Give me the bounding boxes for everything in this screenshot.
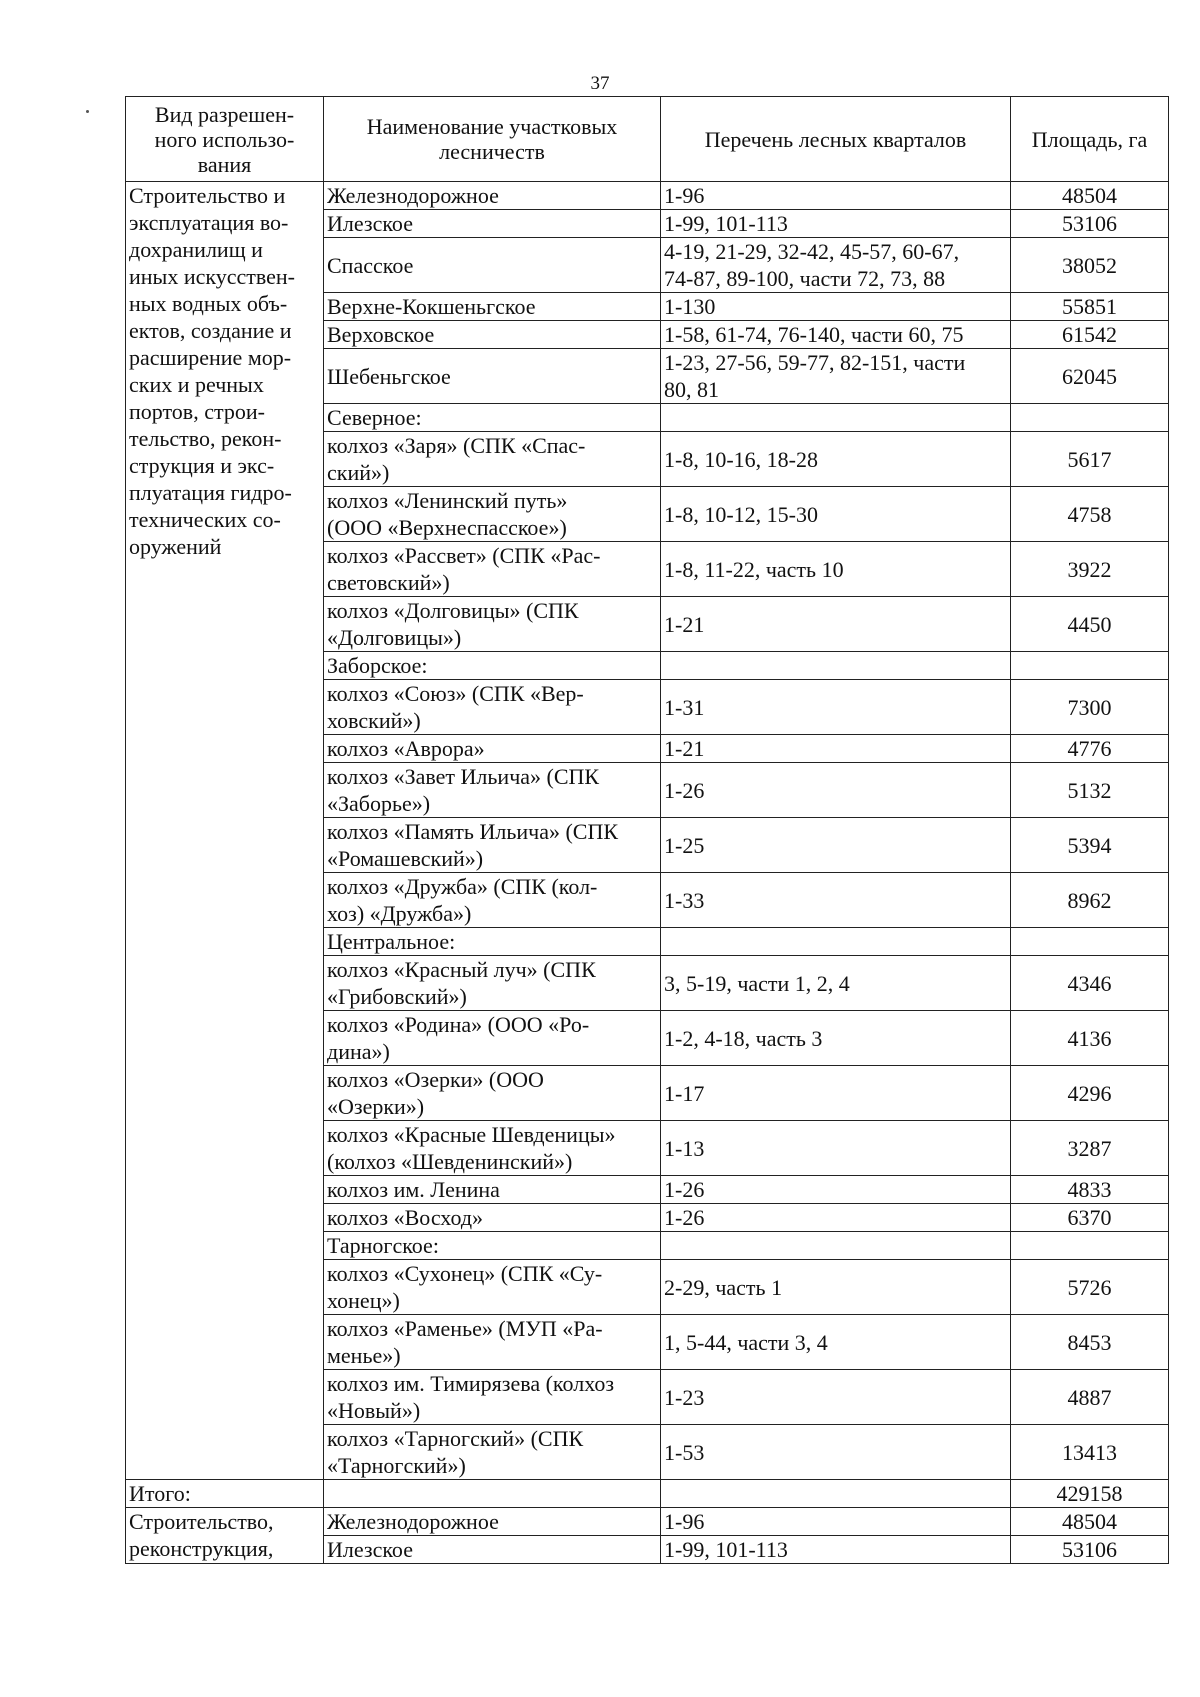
forestry-name-cell: колхоз «Красные Шевденицы» (колхоз «Шевденинский») — [324, 1121, 661, 1176]
quarters-cell: 1-130 — [661, 293, 1011, 321]
area-cell: 8453 — [1011, 1315, 1169, 1370]
area-cell: 5132 — [1011, 763, 1169, 818]
area-cell: 48504 — [1011, 182, 1169, 210]
area-cell: 4136 — [1011, 1011, 1169, 1066]
quarters-cell — [661, 652, 1011, 680]
quarters-cell: 1-23 — [661, 1370, 1011, 1425]
use-type-cell: Строительство и эксплуатация во- дохранилищ и иных искусствен- ных водных объ- ектов, создание и расширение мор- ских и речных портов, строи- тельство, рекон- струкция и экс- плуатация гидро- технических со- оружений — [126, 182, 324, 1480]
header-use-type: Вид разрешен- ного использо- вания — [126, 97, 324, 182]
area-cell: 4346 — [1011, 956, 1169, 1011]
forestry-name-cell: колхоз «Заря» (СПК «Спас- ский») — [324, 432, 661, 487]
table-body — [126, 182, 1169, 1564]
forestry-name-cell: колхоз «Союз» (СПК «Вер- ховский») — [324, 680, 661, 735]
quarters-cell: 1-8, 10-12, 15-30 — [661, 487, 1011, 542]
area-cell: 4887 — [1011, 1370, 1169, 1425]
forestry-name-cell: Илезское — [324, 210, 661, 238]
area-cell — [1011, 928, 1169, 956]
quarters-cell: 1-8, 11-22, часть 10 — [661, 542, 1011, 597]
forestry-name-cell: Заборское: — [324, 652, 661, 680]
forestry-name-cell: Железнодорожное — [324, 182, 661, 210]
quarters-cell: 1-99, 101-113 — [661, 210, 1011, 238]
area-cell: 4833 — [1011, 1176, 1169, 1204]
area-cell — [1011, 404, 1169, 432]
quarters-cell: 1-31 — [661, 680, 1011, 735]
quarters-cell: 4-19, 21-29, 32-42, 45-57, 60-67, 74-87, 89-100, части 72, 73, 88 — [661, 238, 1011, 293]
forestry-name-cell: колхоз «Рассвет» (СПК «Рас- световский») — [324, 542, 661, 597]
area-cell: 13413 — [1011, 1425, 1169, 1480]
total-empty-name-cell — [324, 1480, 661, 1508]
forestry-name-cell: Центральное: — [324, 928, 661, 956]
area-cell: 4450 — [1011, 597, 1169, 652]
forestry-name-cell: колхоз «Красный луч» (СПК «Грибовский») — [324, 956, 661, 1011]
page-number: 37 — [590, 73, 610, 94]
quarters-cell: 1-99, 101-113 — [661, 1536, 1011, 1564]
area-cell: 5726 — [1011, 1260, 1169, 1315]
header-forestry-name: Наименование участковых лесничеств — [324, 97, 661, 182]
quarters-cell: 2-29, часть 1 — [661, 1260, 1011, 1315]
quarters-cell: 1-26 — [661, 763, 1011, 818]
area-cell: 38052 — [1011, 238, 1169, 293]
table-row — [126, 182, 1169, 210]
forestry-name-cell: Верхне-Кокшеньгское — [324, 293, 661, 321]
table-row — [126, 1508, 1169, 1536]
forestry-name-cell: колхоз «Сухонец» (СПК «Су- хонец») — [324, 1260, 661, 1315]
quarters-cell: 1-96 — [661, 182, 1011, 210]
quarters-cell: 1-25 — [661, 818, 1011, 873]
area-cell: 7300 — [1011, 680, 1169, 735]
quarters-cell: 1-2, 4-18, часть 3 — [661, 1011, 1011, 1066]
quarters-cell: 1-26 — [661, 1176, 1011, 1204]
forestry-name-cell: колхоз «Родина» (ООО «Ро- дина») — [324, 1011, 661, 1066]
forestry-name-cell: Железнодорожное — [324, 1508, 661, 1536]
area-cell — [1011, 1232, 1169, 1260]
scan-speck — [86, 110, 89, 113]
quarters-cell: 3, 5-19, части 1, 2, 4 — [661, 956, 1011, 1011]
quarters-cell: 1-33 — [661, 873, 1011, 928]
quarters-cell — [661, 1232, 1011, 1260]
area-cell: 62045 — [1011, 349, 1169, 404]
forestry-name-cell: Северное: — [324, 404, 661, 432]
forestry-name-cell: Тарногское: — [324, 1232, 661, 1260]
total-row — [126, 1480, 1169, 1508]
forestry-name-cell: Спасское — [324, 238, 661, 293]
use-type-cell: Строительство, реконструкция, — [126, 1508, 324, 1564]
forestry-name-cell: колхоз «Аврора» — [324, 735, 661, 763]
quarters-cell: 1-26 — [661, 1204, 1011, 1232]
area-cell: 8962 — [1011, 873, 1169, 928]
forestry-name-cell: колхоз «Восход» — [324, 1204, 661, 1232]
area-cell: 6370 — [1011, 1204, 1169, 1232]
quarters-cell: 1, 5-44, части 3, 4 — [661, 1315, 1011, 1370]
total-label-cell: Итого: — [126, 1480, 324, 1508]
quarters-cell: 1-23, 27-56, 59-77, 82-151, части 80, 81 — [661, 349, 1011, 404]
quarters-cell: 1-17 — [661, 1066, 1011, 1121]
forestry-name-cell: Верховское — [324, 321, 661, 349]
quarters-cell: 1-21 — [661, 597, 1011, 652]
area-cell: 3287 — [1011, 1121, 1169, 1176]
area-cell: 55851 — [1011, 293, 1169, 321]
area-cell: 4776 — [1011, 735, 1169, 763]
forestry-name-cell: колхоз им. Ленина — [324, 1176, 661, 1204]
area-cell: 4296 — [1011, 1066, 1169, 1121]
quarters-cell: 1-58, 61-74, 76-140, части 60, 75 — [661, 321, 1011, 349]
forestry-name-cell: колхоз «Дружба» (СПК (кол- хоз) «Дружба») — [324, 873, 661, 928]
total-area-cell: 429158 — [1011, 1480, 1169, 1508]
area-cell: 53106 — [1011, 210, 1169, 238]
header-area: Площадь, га — [1011, 97, 1169, 182]
table-header-row — [126, 97, 1169, 182]
quarters-cell: 1-53 — [661, 1425, 1011, 1480]
quarters-cell — [661, 928, 1011, 956]
total-empty-quarters-cell — [661, 1480, 1011, 1508]
forestry-name-cell: колхоз «Тарногский» (СПК «Тарногский») — [324, 1425, 661, 1480]
area-cell: 5394 — [1011, 818, 1169, 873]
quarters-cell: 1-21 — [661, 735, 1011, 763]
quarters-cell: 1-96 — [661, 1508, 1011, 1536]
area-cell — [1011, 652, 1169, 680]
area-cell: 61542 — [1011, 321, 1169, 349]
forestry-name-cell: колхоз «Озерки» (ООО «Озерки») — [324, 1066, 661, 1121]
forestry-name-cell: Шебеньгское — [324, 349, 661, 404]
forestry-name-cell: колхоз «Завет Ильича» (СПК «Заборье») — [324, 763, 661, 818]
quarters-cell: 1-8, 10-16, 18-28 — [661, 432, 1011, 487]
forestry-name-cell: колхоз «Раменье» (МУП «Ра- менье») — [324, 1315, 661, 1370]
forestry-name-cell: колхоз «Долговицы» (СПК «Долговицы») — [324, 597, 661, 652]
forestry-name-cell: колхоз им. Тимирязева (колхоз «Новый») — [324, 1370, 661, 1425]
forestry-table-container — [125, 96, 1168, 1564]
area-cell: 5617 — [1011, 432, 1169, 487]
forestry-name-cell: колхоз «Память Ильича» (СПК «Ромашевский») — [324, 818, 661, 873]
area-cell: 4758 — [1011, 487, 1169, 542]
area-cell: 3922 — [1011, 542, 1169, 597]
area-cell: 53106 — [1011, 1536, 1169, 1564]
forestry-name-cell: Илезское — [324, 1536, 661, 1564]
forestry-table — [125, 96, 1169, 1564]
forestry-name-cell: колхоз «Ленинский путь» (ООО «Верхнеспасское») — [324, 487, 661, 542]
area-cell: 48504 — [1011, 1508, 1169, 1536]
quarters-cell: 1-13 — [661, 1121, 1011, 1176]
header-quarters: Перечень лесных кварталов — [661, 97, 1011, 182]
quarters-cell — [661, 404, 1011, 432]
